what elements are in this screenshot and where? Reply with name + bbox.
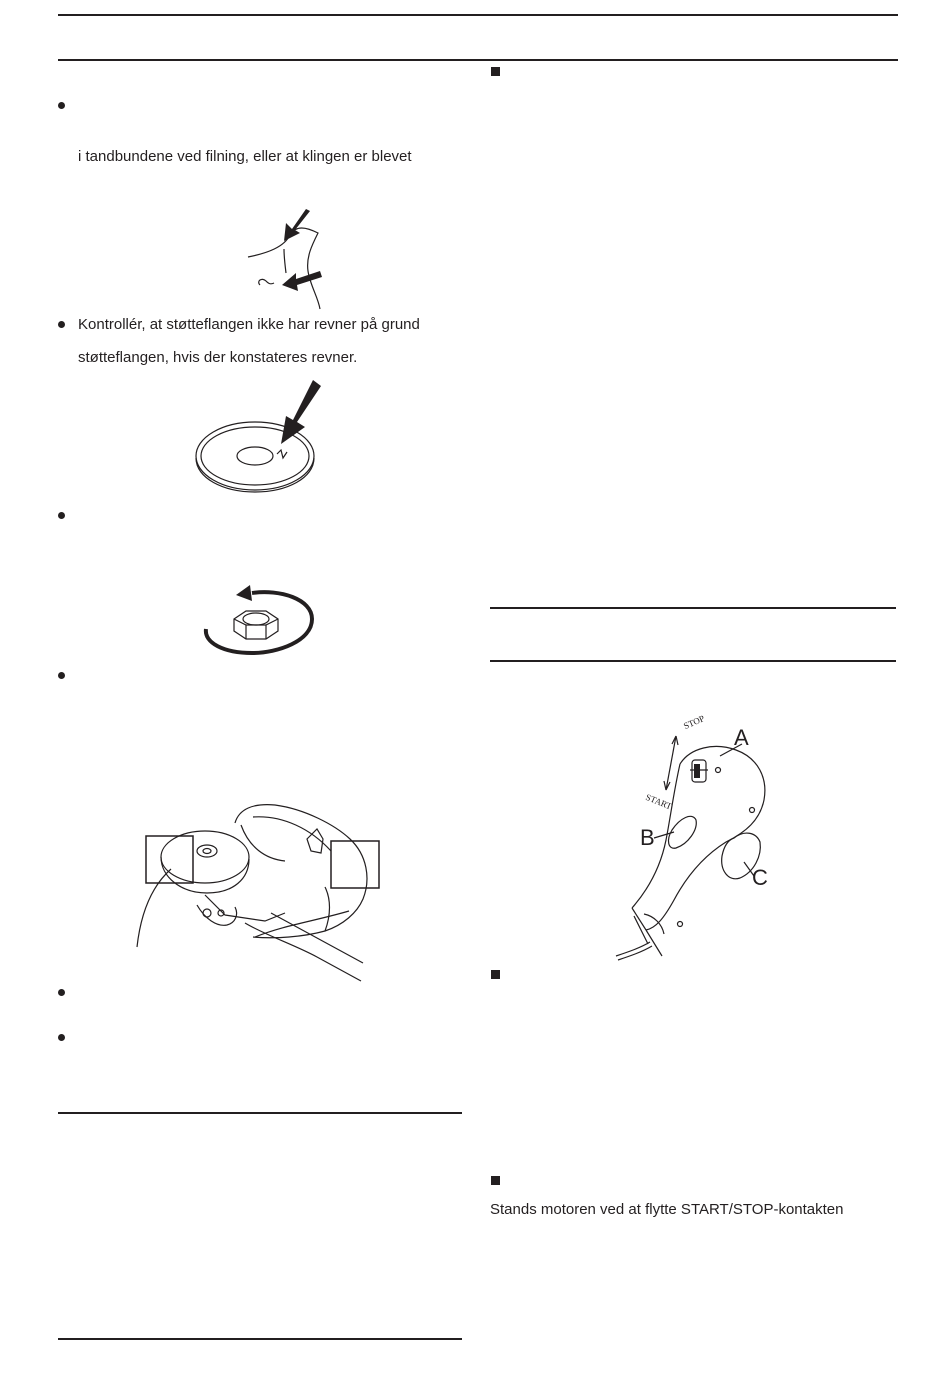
throttle-grip-illustration	[610, 720, 800, 960]
right-section-rule-2	[490, 660, 896, 662]
left-text-line-1: i tandbundene ved filning, eller at klingen er blevet	[78, 148, 412, 165]
left-section-rule-2	[58, 1338, 462, 1340]
bullet-1	[58, 102, 65, 109]
bullet-4	[58, 672, 65, 679]
section-marker-3	[491, 1176, 500, 1185]
support-flange-illustration	[193, 378, 333, 496]
label-a: A	[734, 725, 749, 750]
header-rule-top	[58, 14, 898, 16]
right-section-rule-1	[490, 607, 896, 609]
label-c: C	[752, 865, 768, 890]
bullet-5	[58, 989, 65, 996]
bullet-2	[58, 321, 65, 328]
gear-case-illustration	[135, 795, 365, 975]
left-text-line-2: Kontrollér, at støtteflangen ikke har revner på grund	[78, 316, 420, 333]
stop-label: STOP	[682, 713, 707, 732]
label-b: B	[640, 825, 655, 850]
left-text-line-3: støtteflangen, hvis der konstateres revner.	[78, 349, 358, 366]
header-rule-bottom	[58, 59, 898, 61]
nut-rotation-illustration	[200, 585, 320, 660]
start-label: START	[644, 792, 674, 812]
section-marker-1	[491, 67, 500, 76]
stop-engine-text: Stands motoren ved at flytte START/STOP-kontakten	[490, 1201, 844, 1218]
bullet-6	[58, 1034, 65, 1041]
left-section-rule-1	[58, 1112, 462, 1114]
blade-crack-illustration	[240, 205, 330, 315]
section-marker-2	[491, 970, 500, 979]
bullet-3	[58, 512, 65, 519]
